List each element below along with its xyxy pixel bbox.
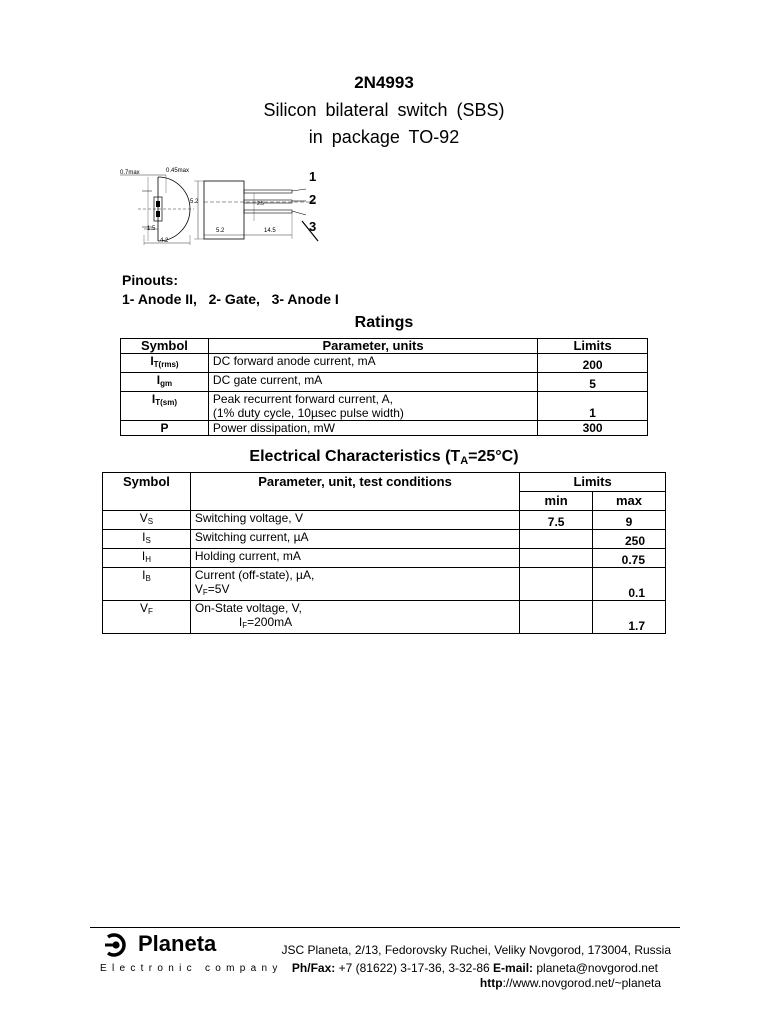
ratings-header-limits: Limits bbox=[538, 339, 648, 354]
table-row bbox=[103, 601, 666, 634]
email-link[interactable]: planeta@novgorod.net bbox=[533, 961, 658, 975]
table-row bbox=[103, 530, 666, 549]
pin-label-3: 3 bbox=[309, 219, 317, 234]
table-row bbox=[121, 392, 648, 421]
symbol-cell: $I_B$ bbox=[103, 568, 191, 601]
symbol-cell: $I_{T(sm)}$ bbox=[121, 392, 209, 421]
limit-cell: 200 bbox=[538, 354, 648, 373]
parameter-cell: On-State voltage, V, $I_F=200mA$ bbox=[190, 601, 519, 634]
ratings-header-parameter: Parameter, units bbox=[208, 339, 537, 354]
min-cell: 7.5 bbox=[520, 511, 593, 530]
table-row bbox=[121, 354, 648, 373]
planeta-logo-icon bbox=[104, 933, 132, 957]
dim-1-5: 1.5 bbox=[147, 226, 156, 232]
contact-phone-email: Ph/Fax: +7 (81622) 3-17-36, 3-32-86 E-mail: planeta@novgorod.net bbox=[291, 961, 658, 975]
symbol-cell: $V_F$ bbox=[103, 601, 191, 634]
limit-cell: 300 bbox=[538, 421, 648, 436]
electrical-characteristics-table bbox=[102, 472, 666, 634]
parameter-cell: Current (off-state), µA, $V_F=5V$ bbox=[190, 568, 519, 601]
dim-2-5: 2.5 bbox=[257, 201, 264, 207]
max-cell: 0.75 bbox=[593, 549, 666, 568]
symbol-cell: P bbox=[121, 421, 209, 436]
symbol-cell: $V_S$ bbox=[103, 511, 191, 530]
table-row bbox=[103, 511, 666, 530]
min-cell bbox=[520, 601, 593, 634]
brand-name: Planeta bbox=[138, 931, 217, 956]
parameter-cell: Power dissipation, mW bbox=[208, 421, 537, 436]
parameter-cell: Peak recurrent forward current, A, (1% duty cycle, 10µsec pulse width) bbox=[208, 392, 537, 421]
electrical-characteristics-heading: Electrical Characteristics (TA=25°C) bbox=[249, 448, 519, 467]
symbol-cell: $I_H$ bbox=[103, 549, 191, 568]
footer-divider bbox=[90, 927, 680, 928]
table-row bbox=[121, 373, 648, 392]
package-outline-drawing bbox=[118, 163, 328, 255]
ec-header-parameter: Parameter, unit, test conditions bbox=[190, 473, 519, 511]
pinouts-heading: Pinouts: bbox=[122, 272, 178, 288]
table-row bbox=[103, 568, 666, 601]
parameter-cell: DC forward anode current, mA bbox=[208, 354, 537, 373]
max-cell: 1.7 bbox=[593, 601, 666, 634]
min-cell bbox=[520, 530, 593, 549]
symbol-cell: $I_{T(rms)}$ bbox=[121, 354, 209, 373]
parameter-cell: Switching current, µA bbox=[190, 530, 519, 549]
dim-4-2: 4.2 bbox=[160, 238, 169, 244]
dim-0-7max: 0.7max bbox=[120, 170, 140, 176]
min-cell bbox=[520, 568, 593, 601]
ratings-header-symbol: Symbol bbox=[121, 339, 209, 354]
document-title: 2N4993 bbox=[354, 73, 414, 92]
dim-14-5: 14.5 bbox=[264, 228, 276, 234]
symbol-cell: $I_S$ bbox=[103, 530, 191, 549]
pinouts-list: 1- Anode II, 2- Gate, 3- Anode I bbox=[122, 291, 339, 307]
ec-header-symbol: Symbol bbox=[103, 473, 191, 511]
symbol-cell: $I_{gm}$ bbox=[121, 373, 209, 392]
parameter-cell: Switching voltage, V bbox=[190, 511, 519, 530]
parameter-cell: DC gate current, mA bbox=[208, 373, 537, 392]
pin-label-2: 2 bbox=[309, 192, 317, 207]
website-link[interactable]: http://www.novgorod.net/~planeta bbox=[479, 976, 661, 990]
ratings-header-row bbox=[121, 339, 648, 354]
document-subtitle-line2: in package TO-92 bbox=[308, 127, 460, 147]
table-row bbox=[121, 421, 648, 436]
dim-5-2-height: 5.2 bbox=[190, 199, 199, 205]
limit-cell: 5 bbox=[538, 373, 648, 392]
ratings-table bbox=[120, 338, 648, 436]
brand-tagline: Electronic company bbox=[100, 963, 283, 974]
max-cell: 9 bbox=[593, 511, 666, 530]
ec-header-limits: Limits bbox=[520, 473, 666, 492]
ratings-heading: Ratings bbox=[354, 314, 414, 331]
max-cell: 0.1 bbox=[593, 568, 666, 601]
company-address: JSC Planeta, 2/13, Fedorovsky Ruchei, Veliky Novgorod, 173004, Russia bbox=[281, 943, 671, 957]
ec-header-row bbox=[103, 473, 666, 492]
limit-cell: 1 bbox=[538, 392, 648, 421]
dim-5-2-body: 5.2 bbox=[216, 228, 225, 234]
document-subtitle-line1: Silicon bilateral switch (SBS) bbox=[263, 100, 505, 120]
ec-header-min: min bbox=[520, 492, 593, 511]
min-cell bbox=[520, 549, 593, 568]
table-row bbox=[103, 549, 666, 568]
dim-0-45max: 0.45max bbox=[166, 168, 190, 174]
ec-header-max: max bbox=[593, 492, 666, 511]
pin-label-1: 1 bbox=[309, 169, 317, 184]
parameter-cell: Holding current, mA bbox=[190, 549, 519, 568]
max-cell: 250 bbox=[593, 530, 666, 549]
